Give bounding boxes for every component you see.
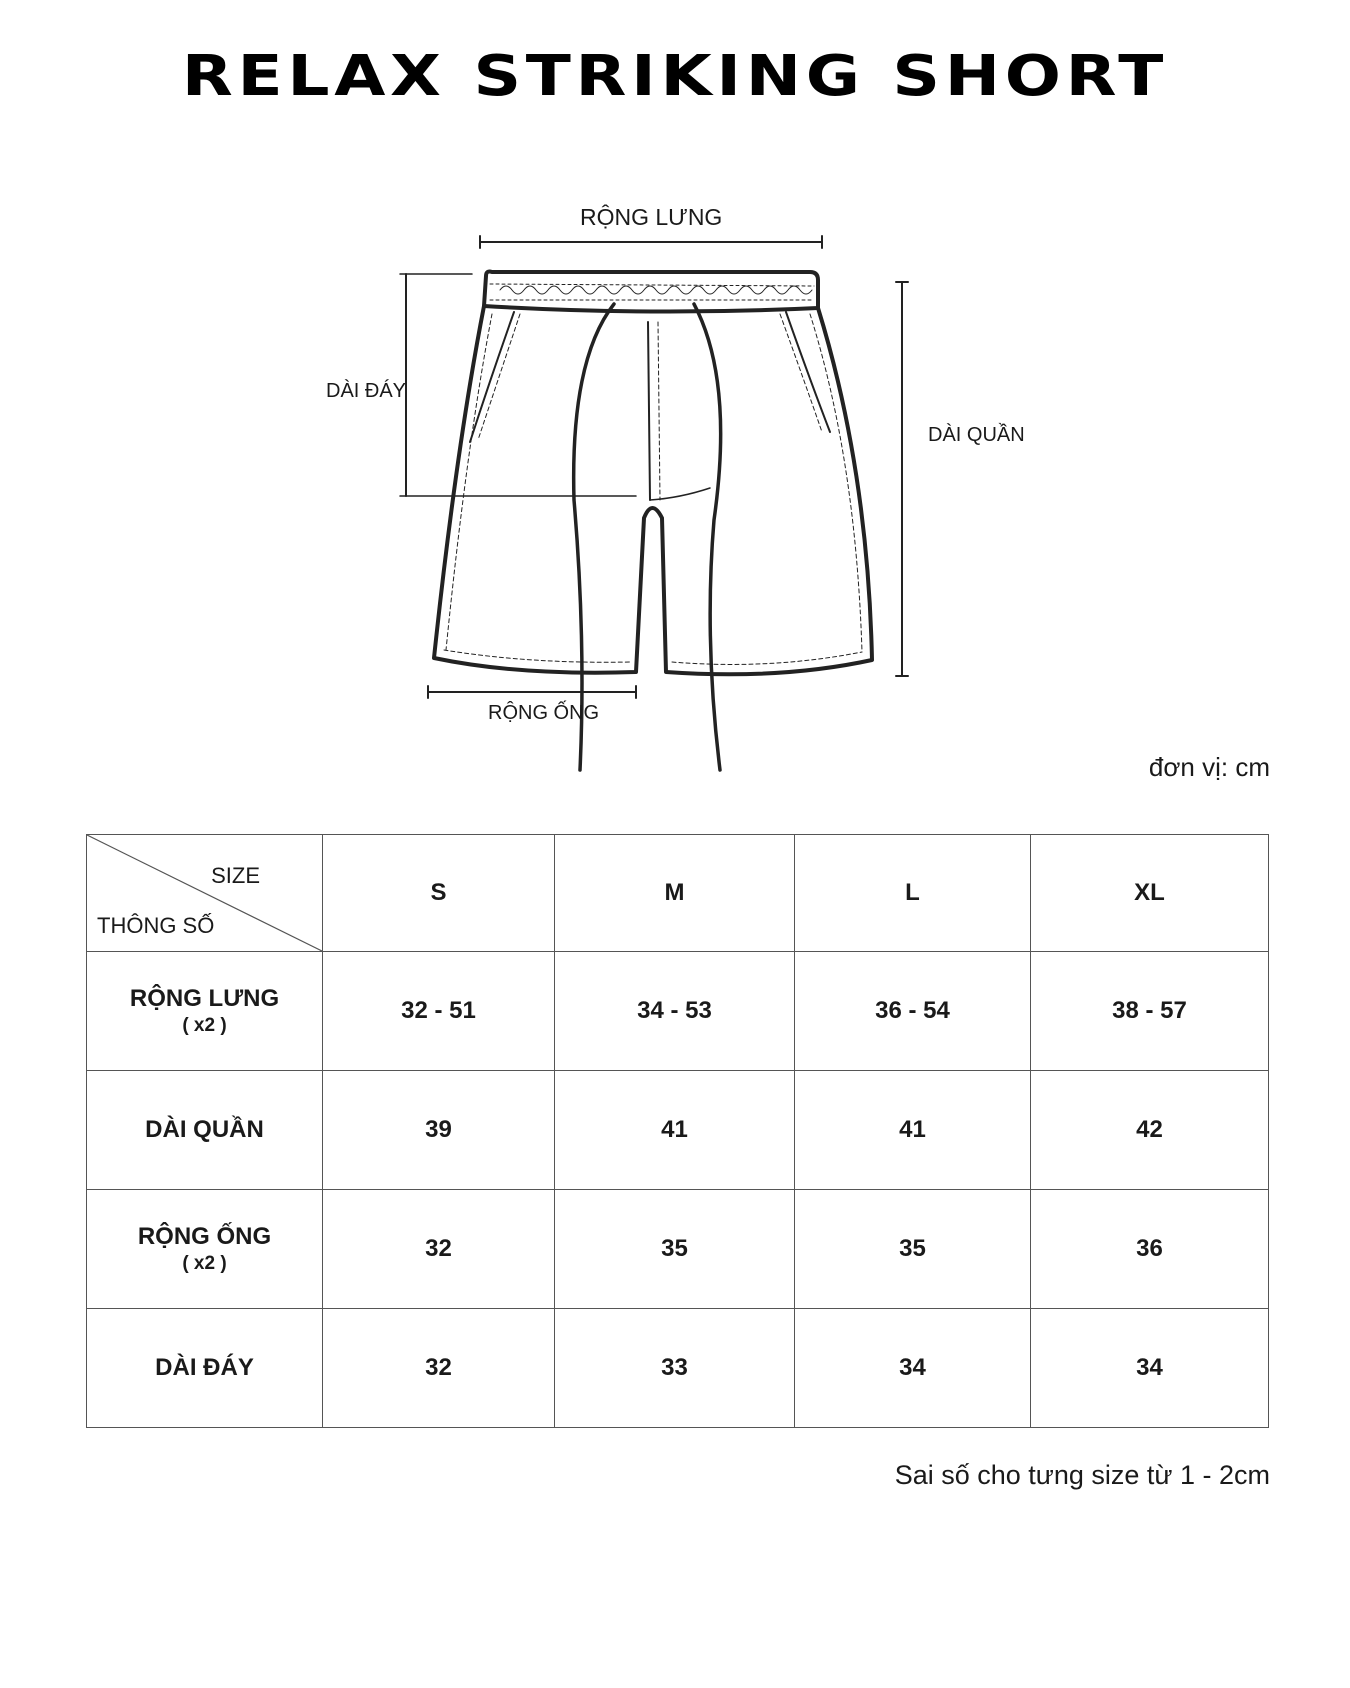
tolerance-note: Sai số cho tưng size từ 1 - 2cm bbox=[894, 1460, 1270, 1490]
table-cell: 36 bbox=[1031, 1190, 1269, 1309]
table-cell: 41 bbox=[795, 1071, 1031, 1190]
page-title: RELAX STRIKING SHORT bbox=[181, 44, 1169, 109]
unit-label: đơn vị: cm bbox=[1148, 752, 1270, 782]
size-header-m: M bbox=[555, 835, 795, 952]
row-label bbox=[87, 1071, 323, 1190]
table-cell: 32 bbox=[323, 1309, 555, 1428]
table-cell: 32 bbox=[323, 1190, 555, 1309]
table-cell: 36 - 54 bbox=[795, 952, 1031, 1071]
table-cell: 35 bbox=[555, 1190, 795, 1309]
row-label-text: RỘNG LƯNG bbox=[129, 985, 280, 1013]
size-header-l: L bbox=[795, 835, 1031, 952]
table-cell: 32 - 51 bbox=[323, 952, 555, 1071]
label-rong-ong: RỘNG ỐNG bbox=[488, 702, 600, 724]
table-row bbox=[87, 1071, 1269, 1190]
table-cell: 34 bbox=[1031, 1309, 1269, 1428]
label-dai-quan: DÀI QUẦN bbox=[928, 424, 1025, 446]
label-dai-day: DÀI ĐÁY bbox=[326, 380, 407, 402]
table-cell: 34 bbox=[795, 1309, 1031, 1428]
corner-size-label: SIZE bbox=[211, 863, 260, 888]
table-cell: 33 bbox=[555, 1309, 795, 1428]
table-header-row bbox=[87, 835, 1269, 952]
row-label-sub: ( x2 ) bbox=[182, 1015, 227, 1037]
label-rong-lung: RỘNG LƯNG bbox=[580, 204, 723, 230]
table-cell: 42 bbox=[1031, 1071, 1269, 1190]
row-label bbox=[87, 1190, 323, 1309]
row-label-text: DÀI ĐÁY bbox=[155, 1354, 254, 1382]
row-label-sub: ( x2 ) bbox=[182, 1253, 227, 1275]
row-label bbox=[87, 952, 323, 1071]
table-cell: 39 bbox=[323, 1071, 555, 1190]
row-label-text: DÀI QUẦN bbox=[145, 1116, 264, 1144]
table-cell: 35 bbox=[795, 1190, 1031, 1309]
size-header-xl: XL bbox=[1031, 835, 1269, 952]
shorts-diagram bbox=[0, 0, 1350, 800]
corner-spec-label: THÔNG SỐ bbox=[97, 913, 215, 938]
table-corner-cell bbox=[87, 835, 323, 952]
size-chart-table bbox=[86, 834, 1269, 1428]
table-row bbox=[87, 1190, 1269, 1309]
row-label-text: RỘNG ỐNG bbox=[137, 1223, 272, 1251]
size-header-s: S bbox=[323, 835, 555, 952]
table-cell: 41 bbox=[555, 1071, 795, 1190]
row-label bbox=[87, 1309, 323, 1428]
table-row bbox=[87, 1309, 1269, 1428]
shorts-sketch bbox=[0, 0, 1350, 800]
table-cell: 38 - 57 bbox=[1031, 952, 1269, 1071]
table-row bbox=[87, 952, 1269, 1071]
table-cell: 34 - 53 bbox=[555, 952, 795, 1071]
